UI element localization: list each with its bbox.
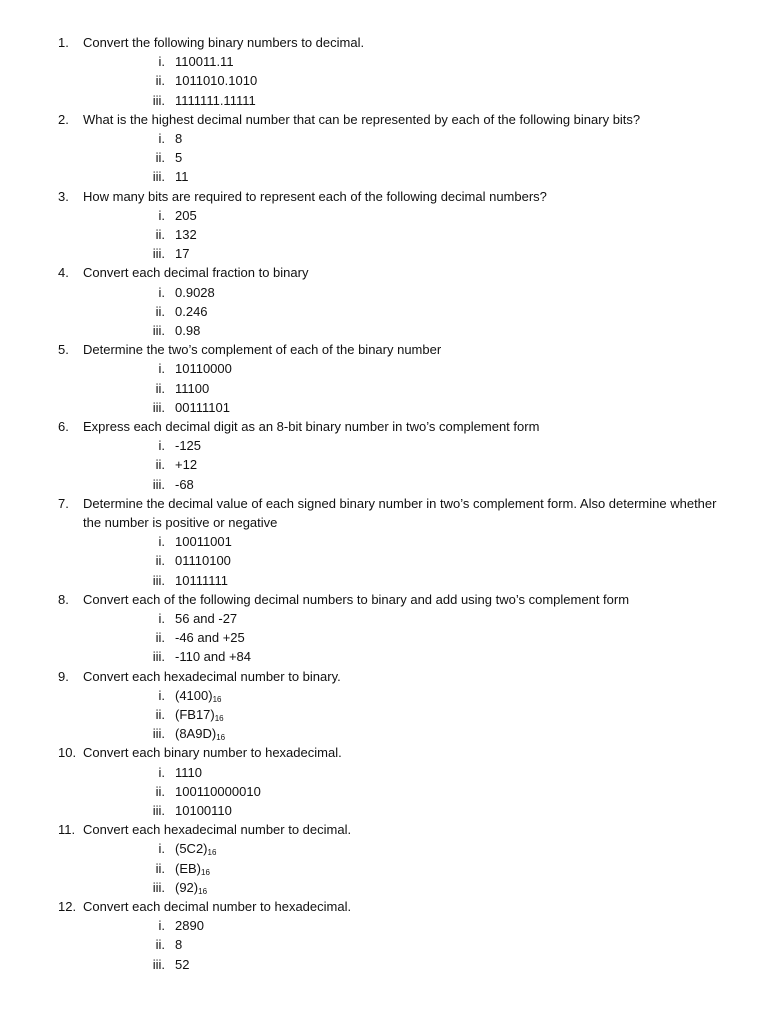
roman-numeral: ii.	[155, 227, 165, 242]
roman-numeral: i.	[158, 687, 165, 703]
sub-item-value	[175, 859, 210, 878]
roman-numeral: iii.	[152, 399, 165, 415]
sub-item-value	[175, 455, 197, 474]
sub-item-value	[175, 283, 215, 302]
question-text: Convert each decimal fraction to binary	[83, 265, 309, 281]
sub-item-value	[175, 532, 232, 551]
sub-item-value	[175, 302, 208, 321]
question-12	[0, 897, 768, 916]
sub-item	[0, 916, 768, 935]
sub-item-value	[175, 359, 232, 378]
roman-numeral: iii.	[152, 956, 165, 972]
sub-item	[0, 647, 768, 666]
question-number: 3.	[58, 188, 69, 204]
question-number: 7.	[58, 495, 69, 511]
sub-item	[0, 571, 768, 590]
question-number: 8.	[58, 591, 69, 607]
roman-numeral: ii.	[155, 860, 165, 876]
sub-item	[0, 955, 768, 974]
sub-item	[0, 763, 768, 782]
roman-numeral: ii.	[155, 150, 165, 166]
base-subscript: 16	[214, 714, 224, 723]
question-number: 9.	[58, 668, 69, 684]
sub-item-value	[175, 225, 197, 244]
sub-item	[0, 839, 768, 858]
roman-numeral: i.	[158, 131, 165, 146]
question-8	[0, 590, 768, 609]
sub-item	[0, 52, 768, 71]
sub-item-text: 110011.11	[175, 54, 234, 70]
sub-item-value	[175, 955, 189, 974]
question-number: 1.	[58, 35, 69, 50]
sub-item-value	[175, 475, 194, 494]
roman-numeral: iii.	[152, 246, 165, 262]
base-subscript: 16	[201, 867, 210, 877]
base-subscript: 16	[198, 886, 208, 896]
sub-item-value	[175, 801, 232, 820]
roman-numeral: ii.	[155, 73, 165, 89]
sub-item	[0, 935, 768, 954]
sub-item-text: 10100110	[175, 803, 232, 818]
sub-item-value	[175, 763, 202, 782]
roman-numeral: iii.	[152, 92, 165, 108]
roman-numeral: ii.	[155, 553, 165, 569]
question-text: Convert each of the following decimal numbers to binary and add using two’s complement form	[83, 591, 630, 607]
sub-item-text: 100110000010	[175, 783, 261, 799]
base-subscript: 16	[207, 848, 217, 858]
sub-item-text: 132	[175, 227, 197, 242]
sub-item	[0, 167, 768, 186]
question-text: Convert each decimal number to hexadecimal.	[83, 899, 352, 914]
sub-item	[0, 91, 768, 110]
sub-item	[0, 686, 768, 705]
sub-item	[0, 475, 768, 494]
question-number: 5.	[58, 342, 69, 358]
question-text: Determine the two’s complement of each of the binary number	[83, 342, 442, 358]
question-text: Convert each hexadecimal number to decimal.	[83, 822, 352, 838]
sub-item-text: 52	[175, 956, 190, 972]
sub-item-value	[175, 705, 224, 724]
question-number: 2.	[58, 111, 69, 127]
sub-item-value	[175, 628, 245, 647]
roman-numeral: ii.	[155, 380, 165, 396]
roman-numeral: i.	[158, 284, 165, 300]
roman-numeral: i.	[158, 54, 165, 70]
sub-item-value	[175, 398, 230, 417]
sub-item	[0, 878, 768, 897]
roman-numeral: i.	[158, 207, 165, 223]
sub-item-value	[175, 571, 228, 590]
roman-numeral: i.	[158, 438, 165, 454]
sub-item-text: 11	[175, 169, 189, 185]
roman-numeral: ii.	[155, 937, 165, 953]
sub-item-text: (8A9D)	[175, 726, 217, 742]
sub-item-value	[175, 609, 237, 628]
roman-numeral: iii.	[152, 476, 165, 492]
sub-item-text: 01110100	[175, 553, 231, 569]
sub-item	[0, 129, 768, 148]
sub-item-text: (92)	[175, 879, 199, 895]
sub-item-value	[175, 782, 261, 801]
sub-item-value	[175, 647, 251, 666]
roman-numeral: ii.	[155, 630, 165, 646]
sub-item-text: 00111101	[175, 399, 230, 415]
sub-item-value	[175, 71, 257, 90]
question-11	[0, 820, 768, 839]
roman-numeral: iii.	[152, 803, 165, 818]
sub-item	[0, 609, 768, 628]
sub-item-text: (FB17)	[175, 707, 215, 722]
sub-item	[0, 225, 768, 244]
question-9	[0, 667, 768, 686]
sub-item	[0, 148, 768, 167]
sub-item-text: -68	[175, 476, 194, 492]
sub-item	[0, 283, 768, 302]
sub-item-value	[175, 379, 209, 398]
sub-item-text: 10011001	[175, 534, 232, 550]
roman-numeral: ii.	[155, 707, 165, 722]
roman-numeral: iii.	[152, 879, 165, 895]
question-10	[0, 743, 768, 762]
sub-item-text: 11100	[175, 380, 210, 396]
sub-item-text: 56 and -27	[175, 611, 238, 626]
question-4	[0, 263, 768, 282]
sub-item-text: 10110000	[175, 361, 232, 377]
question-number: 12.	[58, 899, 77, 914]
sub-item-text: 1011010.1010	[175, 73, 258, 89]
sub-item-text: 8	[175, 937, 183, 953]
sub-item-value	[175, 148, 182, 167]
sub-item	[0, 398, 768, 417]
question-7	[0, 494, 768, 532]
question-1	[0, 33, 768, 52]
sub-item-text: -125	[175, 438, 202, 454]
question-text: How many bits are required to represent each of the following decimal numbers?	[83, 188, 547, 204]
sub-item-text: 10111111	[175, 572, 229, 588]
sub-item-value	[175, 167, 189, 186]
roman-numeral: i.	[158, 534, 165, 550]
question-number: 11.	[58, 822, 76, 838]
sub-item	[0, 302, 768, 321]
sub-item-value	[175, 724, 225, 743]
sub-item-value	[175, 52, 234, 71]
sub-item	[0, 436, 768, 455]
sub-item-text: -46 and +25	[175, 630, 245, 646]
sub-item-text: 0.246	[175, 303, 208, 319]
roman-numeral: iii.	[152, 726, 165, 742]
roman-numeral: ii.	[155, 303, 165, 319]
question-5	[0, 340, 768, 359]
base-subscript: 16	[212, 694, 222, 704]
sub-item-value	[175, 916, 204, 935]
roman-numeral: i.	[158, 841, 165, 857]
sub-item-text: (EB)	[175, 860, 201, 876]
question-number: 4.	[58, 265, 69, 281]
sub-item-value	[175, 91, 256, 110]
question-text: Convert the following binary numbers to decimal.	[83, 35, 365, 50]
sub-item	[0, 321, 768, 340]
sub-item	[0, 532, 768, 551]
roman-numeral: i.	[158, 361, 165, 377]
question-2	[0, 110, 768, 129]
sub-item-value	[175, 436, 201, 455]
question-number: 6.	[58, 419, 69, 434]
sub-item	[0, 859, 768, 878]
roman-numeral: i.	[158, 764, 165, 780]
sub-item-value	[175, 129, 182, 148]
sub-item-text: 17	[175, 246, 190, 262]
sub-item	[0, 551, 768, 570]
sub-item-text: 8	[175, 131, 183, 146]
sub-item-text: 1111111.11111	[175, 92, 256, 108]
sub-item-value	[175, 551, 231, 570]
sub-item-value	[175, 935, 182, 954]
question-text: Convert each hexadecimal number to binary.	[83, 668, 341, 684]
sub-item-text: 2890	[175, 918, 204, 934]
roman-numeral: ii.	[155, 783, 165, 799]
sub-item	[0, 782, 768, 801]
question-3	[0, 187, 768, 206]
sub-item	[0, 801, 768, 820]
sub-item-text: (5C2)	[175, 841, 208, 857]
sub-item-text: 0.9028	[175, 284, 215, 300]
sub-item-text: 205	[175, 207, 197, 223]
sub-item-text: (4100)	[175, 687, 213, 703]
sub-item	[0, 379, 768, 398]
sub-item	[0, 244, 768, 263]
sub-item-value	[175, 206, 197, 225]
question-6	[0, 417, 768, 436]
base-subscript: 16	[216, 733, 226, 743]
sub-item	[0, 628, 768, 647]
sub-item	[0, 359, 768, 378]
roman-numeral: iii.	[152, 572, 165, 588]
sub-item	[0, 206, 768, 225]
sub-item	[0, 705, 768, 724]
sub-item	[0, 455, 768, 474]
roman-numeral: i.	[158, 918, 165, 934]
roman-numeral: iii.	[152, 323, 165, 338]
sub-item-value	[175, 878, 207, 897]
sub-item-value	[175, 839, 216, 858]
sub-item-value	[175, 686, 221, 705]
question-text: What is the highest decimal number that can be represented by each of the following binary bits?	[83, 111, 641, 127]
question-text: Convert each binary number to hexadecimal.	[83, 745, 342, 761]
sub-item	[0, 71, 768, 90]
sub-item-text: -110 and +84	[175, 649, 252, 665]
sub-item-text: +12	[175, 457, 198, 473]
question-text: Determine the decimal value of each signed binary number in two’s complement form. Also determine whether the number is positive or negative	[83, 495, 717, 530]
question-text: Express each decimal digit as an 8-bit binary number in two’s complement form	[83, 419, 540, 434]
roman-numeral: iii.	[152, 649, 165, 665]
roman-numeral: i.	[158, 611, 165, 626]
roman-numeral: ii.	[155, 457, 165, 473]
sub-item-value	[175, 321, 200, 340]
sub-item-text: 5	[175, 150, 183, 166]
roman-numeral: iii.	[152, 169, 165, 185]
sub-item-text: 1110	[175, 764, 202, 780]
sub-item	[0, 724, 768, 743]
sub-item-text: 0.98	[175, 323, 201, 338]
sub-item-value	[175, 244, 189, 263]
question-number: 10.	[58, 745, 77, 761]
